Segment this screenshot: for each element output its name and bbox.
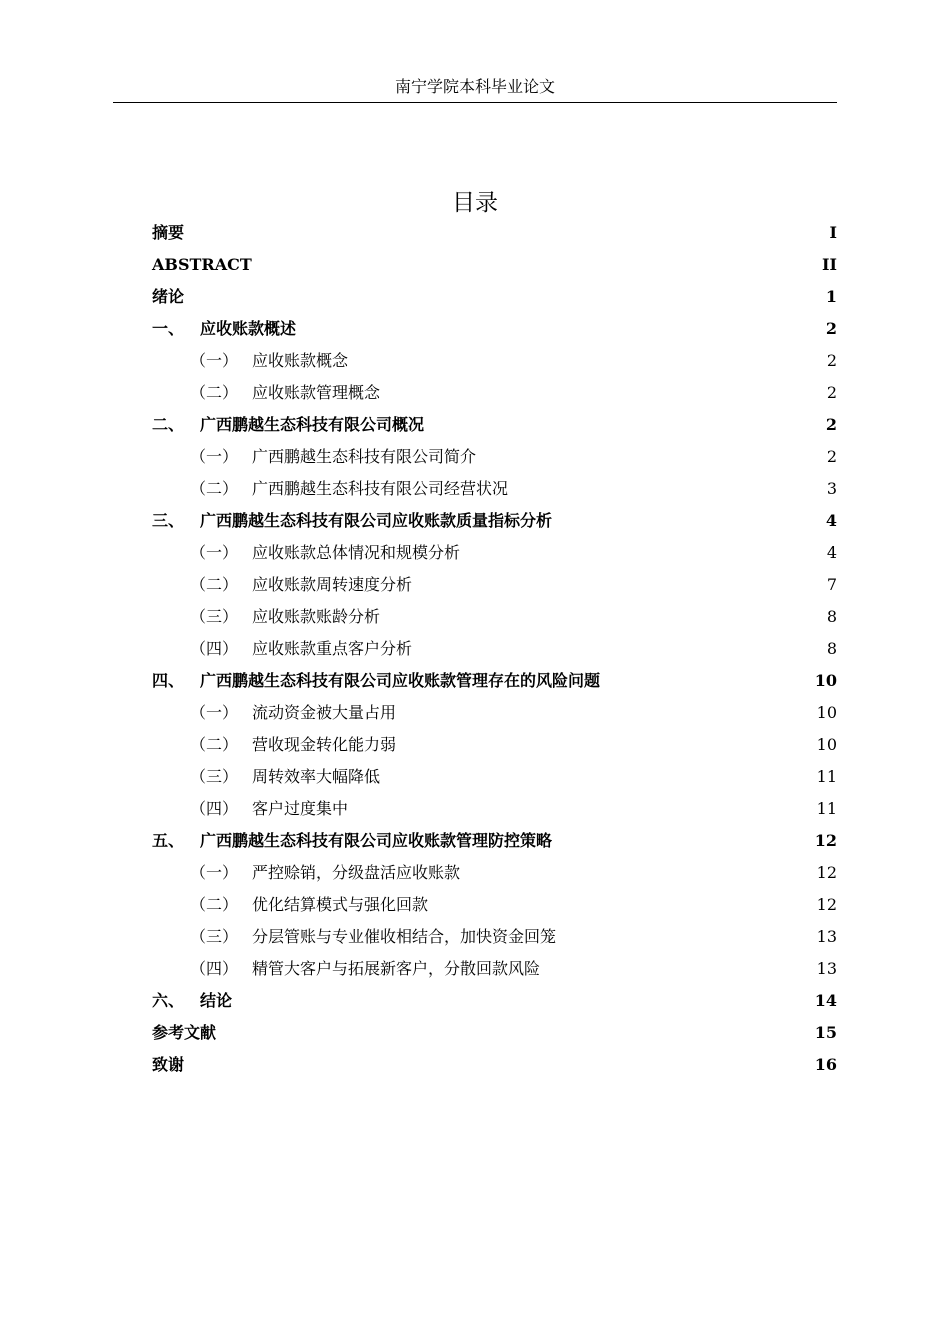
toc-entry-label: 应收账款概述 bbox=[200, 319, 297, 338]
toc-entry-label: 广西鹏越生态科技有限公司应收账款质量指标分析 bbox=[200, 511, 553, 530]
toc-entry-number: （四） bbox=[190, 639, 239, 658]
toc-entry-number: （二） bbox=[190, 575, 239, 594]
toc-entry-page-number: 2 bbox=[826, 383, 837, 402]
toc-entry-label: 应收账款概念 bbox=[252, 351, 349, 370]
toc-entry[interactable] bbox=[152, 377, 837, 409]
toc-entry-label: 应收账款重点客户分析 bbox=[252, 639, 413, 658]
toc-entry-number: 一、 bbox=[152, 319, 185, 338]
toc-entry-number: （三） bbox=[190, 607, 239, 626]
toc-entry-label: 精管大客户与拓展新客户，分散回款风险 bbox=[252, 959, 541, 978]
toc-entry-page-number: 12 bbox=[816, 863, 837, 882]
toc-entry-page-number: 12 bbox=[816, 895, 837, 914]
toc-entry-page-number: 3 bbox=[826, 479, 837, 498]
toc-entry[interactable] bbox=[152, 601, 837, 633]
toc-entry-number: 二、 bbox=[152, 415, 185, 434]
toc-entry[interactable] bbox=[152, 473, 837, 505]
toc-entry-number: （一） bbox=[190, 543, 239, 562]
toc-entry-label: 广西鹏越生态科技有限公司概况 bbox=[200, 415, 425, 434]
toc-entry-number: （四） bbox=[190, 959, 239, 978]
toc-entry[interactable] bbox=[152, 729, 837, 761]
toc-entry-label: 参考文献 bbox=[152, 1023, 217, 1042]
toc-entry-page-number: 10 bbox=[816, 703, 837, 722]
toc-entry-label: 广西鹏越生态科技有限公司应收账款管理存在的风险问题 bbox=[200, 671, 601, 690]
toc-entry-page-number: 13 bbox=[816, 927, 837, 946]
toc-entry-label: 客户过度集中 bbox=[252, 799, 349, 818]
toc-entry-page-number: 13 bbox=[816, 959, 837, 978]
toc-entry[interactable] bbox=[152, 345, 837, 377]
toc-entry-page-number: 14 bbox=[814, 991, 837, 1010]
toc-entry[interactable] bbox=[152, 953, 837, 985]
toc-entry-label: 严控赊销，分级盘活应收账款 bbox=[252, 863, 461, 882]
toc-entry-page-number: 4 bbox=[826, 543, 837, 562]
toc-entry-number: （一） bbox=[190, 863, 239, 882]
toc-entry-label: 摘要 bbox=[152, 223, 185, 242]
toc-entry-label: 应收账款管理概念 bbox=[252, 383, 381, 402]
toc-entry-page-number: 11 bbox=[816, 799, 837, 818]
toc-entry-page-number: II bbox=[822, 255, 837, 274]
toc-entry[interactable] bbox=[152, 441, 837, 473]
table-of-contents bbox=[152, 217, 837, 1081]
toc-entry[interactable] bbox=[152, 217, 837, 249]
toc-entry-page-number: 2 bbox=[826, 447, 837, 466]
toc-entry-label: 应收账款账龄分析 bbox=[252, 607, 381, 626]
page-header: 南宁学院本科毕业论文 bbox=[113, 76, 837, 103]
toc-entry-label: 绪论 bbox=[152, 287, 185, 306]
toc-entry[interactable] bbox=[152, 921, 837, 953]
toc-entry-label: 周转效率大幅降低 bbox=[252, 767, 381, 786]
toc-entry-number: 六、 bbox=[152, 991, 185, 1010]
toc-entry-label: 广西鹏越生态科技有限公司经营状况 bbox=[252, 479, 509, 498]
toc-entry-label: ABSTRACT bbox=[152, 255, 252, 274]
toc-entry-page-number: 2 bbox=[825, 319, 837, 338]
toc-entry-page-number: 16 bbox=[814, 1055, 837, 1074]
toc-entry[interactable] bbox=[152, 889, 837, 921]
toc-entry-page-number: 10 bbox=[814, 671, 837, 690]
toc-entry[interactable] bbox=[152, 569, 837, 601]
toc-entry[interactable] bbox=[152, 505, 837, 537]
toc-entry-number: （一） bbox=[190, 351, 239, 370]
toc-entry-page-number: 11 bbox=[816, 767, 837, 786]
toc-entry-page-number: 1 bbox=[825, 287, 837, 306]
toc-entry-number: （二） bbox=[190, 895, 239, 914]
toc-entry[interactable] bbox=[152, 633, 837, 665]
toc-entry-number: 四、 bbox=[152, 671, 185, 690]
toc-entry-number: （二） bbox=[190, 383, 239, 402]
toc-entry-label: 流动资金被大量占用 bbox=[252, 703, 397, 722]
toc-entry-number: （三） bbox=[190, 927, 239, 946]
toc-entry-number: （四） bbox=[190, 799, 239, 818]
toc-entry[interactable] bbox=[152, 697, 837, 729]
toc-entry[interactable] bbox=[152, 1017, 837, 1049]
toc-entry-number: （一） bbox=[190, 447, 239, 466]
toc-entry-page-number: 2 bbox=[826, 351, 837, 370]
toc-entry-label: 应收账款周转速度分析 bbox=[252, 575, 413, 594]
toc-entry-label: 分层管账与专业催收相结合，加快资金回笼 bbox=[252, 927, 557, 946]
toc-entry[interactable] bbox=[152, 313, 837, 345]
toc-entry[interactable] bbox=[152, 985, 837, 1017]
toc-entry[interactable] bbox=[152, 793, 837, 825]
toc-entry-page-number: 7 bbox=[826, 575, 837, 594]
toc-entry-page-number: 8 bbox=[826, 639, 837, 658]
page-title: 目录 bbox=[452, 190, 498, 217]
toc-entry-label: 优化结算模式与强化回款 bbox=[252, 895, 429, 914]
toc-entry-number: 三、 bbox=[152, 511, 185, 530]
toc-entry[interactable] bbox=[152, 761, 837, 793]
toc-entry[interactable] bbox=[152, 249, 837, 281]
toc-entry-page-number: 8 bbox=[826, 607, 837, 626]
toc-entry[interactable] bbox=[152, 857, 837, 889]
toc-entry[interactable] bbox=[152, 825, 837, 857]
toc-entry-page-number: 10 bbox=[816, 735, 837, 754]
toc-entry[interactable] bbox=[152, 537, 837, 569]
toc-entry-page-number: I bbox=[829, 223, 837, 242]
toc-entry-number: （三） bbox=[190, 767, 239, 786]
toc-entry-label: 广西鹏越生态科技有限公司应收账款管理防控策略 bbox=[200, 831, 553, 850]
toc-entry-number: 五、 bbox=[152, 831, 185, 850]
toc-entry-number: （一） bbox=[190, 703, 239, 722]
toc-entry-label: 广西鹏越生态科技有限公司简介 bbox=[252, 447, 477, 466]
toc-entry-page-number: 15 bbox=[814, 1023, 837, 1042]
toc-entry-label: 营收现金转化能力弱 bbox=[252, 735, 397, 754]
toc-entry-number: （二） bbox=[190, 479, 239, 498]
toc-entry[interactable] bbox=[152, 409, 837, 441]
toc-entry-label: 应收账款总体情况和规模分析 bbox=[252, 543, 461, 562]
toc-entry-page-number: 12 bbox=[814, 831, 837, 850]
toc-entry-label: 致谢 bbox=[152, 1055, 185, 1074]
toc-entry[interactable] bbox=[152, 281, 837, 313]
toc-entry-number: （二） bbox=[190, 735, 239, 754]
toc-entry[interactable] bbox=[152, 665, 837, 697]
toc-entry[interactable] bbox=[152, 1049, 837, 1081]
toc-entry-page-number: 2 bbox=[825, 415, 837, 434]
toc-entry-label: 结论 bbox=[200, 991, 233, 1010]
toc-entry-page-number: 4 bbox=[825, 511, 837, 530]
